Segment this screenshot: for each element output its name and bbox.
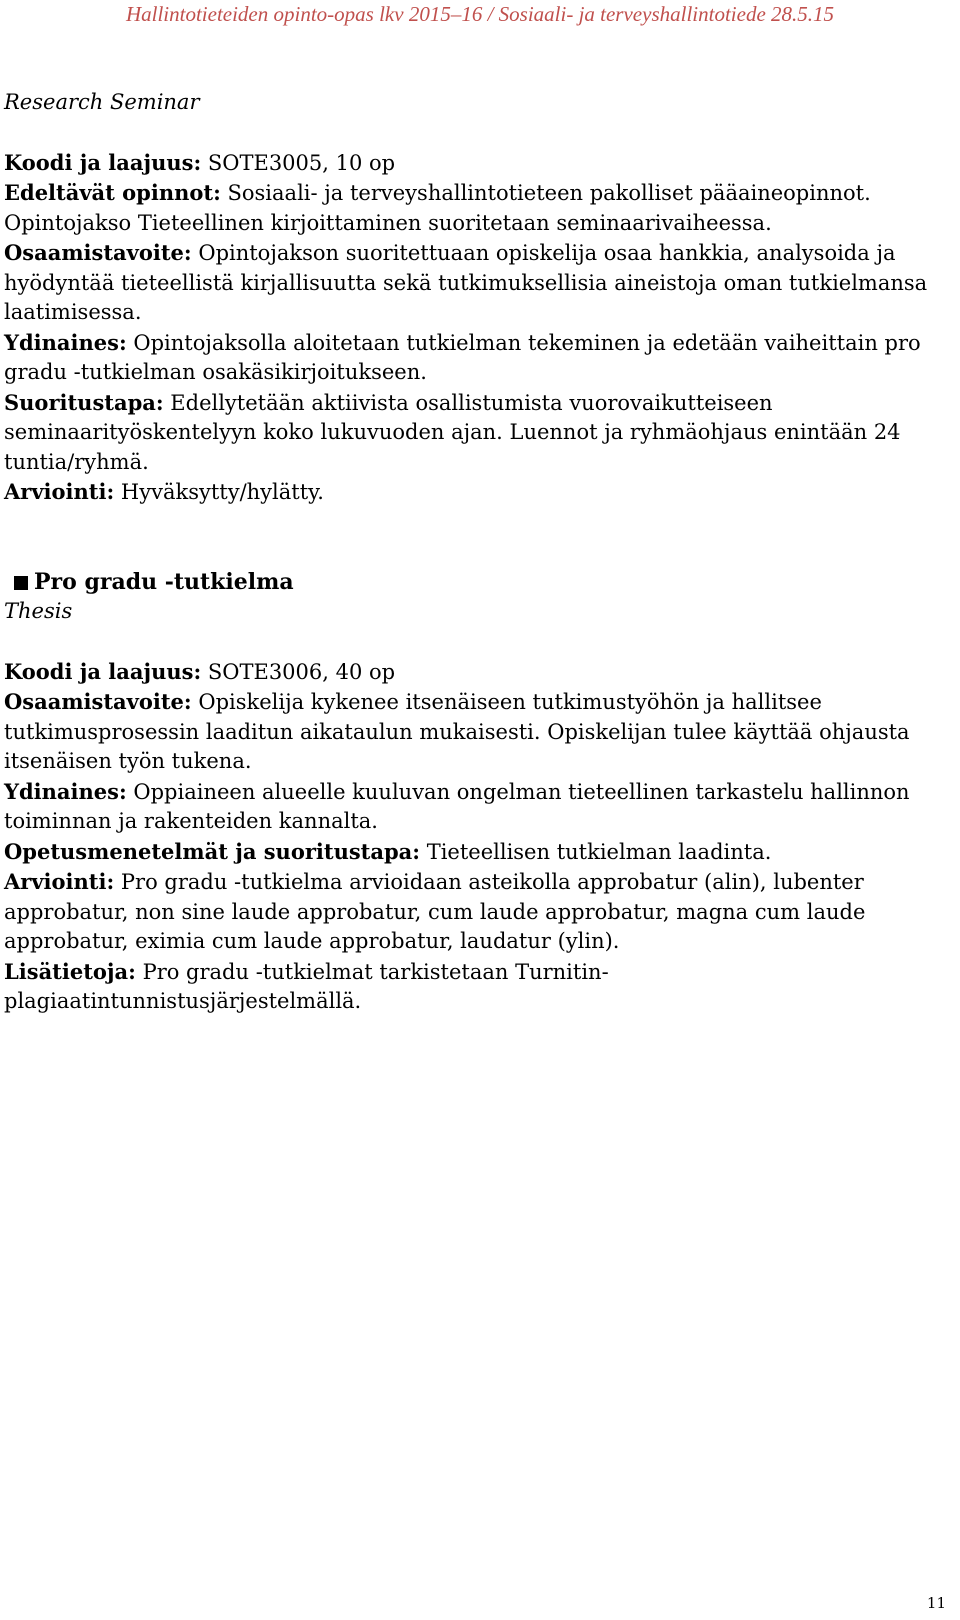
field-grading	[4, 477, 954, 508]
field-code	[4, 148, 954, 179]
section-heading-thesis	[4, 568, 954, 598]
field-prerequisites	[4, 178, 954, 238]
field-label: Koodi ja laajuus:	[4, 149, 202, 175]
field-label: Arviointi:	[4, 869, 115, 894]
field-code	[4, 657, 954, 688]
field-objective	[4, 687, 954, 777]
field-label: Osaamistavoite:	[4, 689, 192, 714]
field-content	[4, 777, 954, 837]
field-value: Sosiaali- ja terveyshallintotieteen pakolliset pääaineopinnot. Opintojakso Tieteellinen kirjoittaminen suoritetaan seminaarivaiheessa.	[4, 181, 871, 235]
field-value: SOTE3005, 10 op	[201, 150, 396, 175]
field-label: Ydinaines:	[4, 329, 127, 355]
field-value: Edellytetään aktiivista osallistumista vuorovaikutteiseen seminaarityöskentelyyn koko lukuvuoden ajan. Luennot ja ryhmäohjaus enintään 24 tuntia/ryhmä.	[4, 390, 901, 474]
course-details-research-seminar	[4, 148, 954, 508]
section-title: Pro gradu -tutkielma	[34, 568, 294, 595]
page-number: 11	[926, 1594, 946, 1612]
course-details-thesis	[4, 657, 954, 1017]
field-label: Arviointi:	[4, 479, 115, 504]
page-content	[4, 88, 954, 1017]
field-value: SOTE3006, 40 op	[201, 659, 396, 684]
running-header: Hallintotieteiden opinto-opas lkv 2015–16 / Sosiaali- ja terveyshallintotiede 28.5.15	[125, 2, 835, 26]
field-value: Hyväksytty/hylätty.	[114, 480, 324, 504]
field-content	[4, 328, 954, 388]
field-label: Osaamistavoite:	[4, 240, 192, 265]
field-label: Edeltävät opinnot:	[4, 180, 221, 205]
field-method	[4, 837, 954, 868]
field-additional-info	[4, 957, 954, 1017]
field-grading	[4, 867, 954, 957]
field-value: Pro gradu -tutkielmat tarkistetaan Turnitin-plagiaatintunnistusjärjestelmällä.	[4, 959, 609, 1013]
field-value: Pro gradu -tutkielma arvioidaan asteikolla approbatur (alin), lubenter approbatur, non sine laude approbatur, cum laude approbatur, magna cum laude approbatur, eximia cum laude approbatur, laudatur (ylin).	[4, 870, 866, 953]
field-label: Opetusmenetelmät ja suoritustapa:	[4, 838, 421, 864]
field-value: Opintojakson suoritettuaan opiskelija osaa hankkia, analysoida ja hyödyntää tieteellistä kirjallisuutta sekä tutkimuksellisia aineistoja oman tutkielmansa laatimisessa.	[4, 241, 928, 324]
field-label: Lisätietoja:	[4, 958, 136, 984]
field-objective	[4, 238, 954, 328]
field-value: Opintojaksolla aloitetaan tutkielman tekeminen ja edetään vaiheittain pro gradu -tutkielman osakäsikirjoitukseen.	[4, 330, 921, 384]
field-label: Ydinaines:	[4, 778, 127, 804]
course-subtitle-research-seminar: Research Seminar	[4, 90, 200, 114]
black-square-bullet-icon	[14, 576, 28, 590]
field-value: Oppiaineen alueelle kuuluvan ongelman tieteellinen tarkastelu hallinnon toiminnan ja rakenteiden kannalta.	[4, 779, 910, 833]
course-subtitle-thesis: Thesis	[4, 599, 73, 623]
field-label: Suoritustapa:	[4, 389, 164, 415]
field-label: Koodi ja laajuus:	[4, 658, 202, 684]
field-method	[4, 388, 954, 478]
field-value: Opiskelija kykenee itsenäiseen tutkimustyöhön ja hallitsee tutkimusprosessin laaditun aikataulun mukaisesti. Opiskelijan tulee käyttää ohjausta itsenäisen työn tukena.	[4, 690, 910, 773]
field-value: Tieteellisen tutkielman laadinta.	[420, 839, 772, 864]
